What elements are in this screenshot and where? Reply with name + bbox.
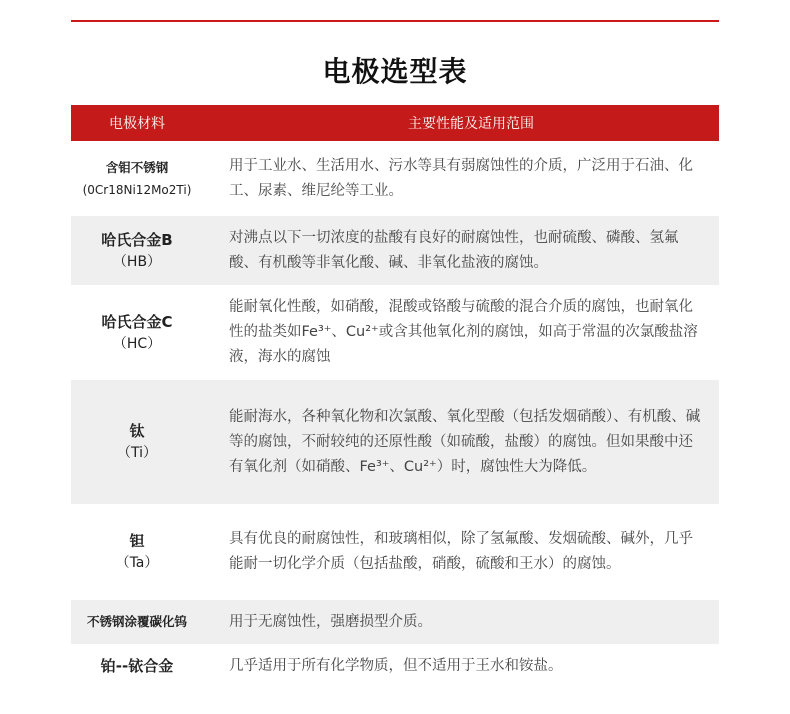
material-code: （HB） [112, 253, 162, 270]
table-row [71, 504, 719, 600]
material-name: 不锈钢涂覆碳化钨 [86, 614, 187, 629]
performance-cell: 能耐海水，各种氧化物和次氯酸、氧化型酸（包括发烟硝酸）、有机酸、碱等的腐蚀，不耐较纯的还原性酸（如硫酸，盐酸）的腐蚀。但如果酸中还有氧化剂（如硝酸、Fe³⁺、Cu²⁺）时，腐蚀性大为降低。 [229, 408, 701, 475]
material-cell [71, 285, 203, 380]
material-code: (0Cr18Ni12Mo2Ti) [82, 182, 192, 197]
table-header [71, 105, 719, 141]
material-cell [71, 216, 203, 285]
performance-cell: 能耐氧化性酸，如硝酸，混酸或铬酸与硫酸的混合介质的腐蚀，也耐氧化性的盐类如Fe³⁺、Cu²⁺或含其他氧化剂的腐蚀，如高于常温的次氯酸盐溶液，海水的腐蚀 [229, 299, 698, 365]
material-code: （HC） [112, 335, 162, 352]
material-name: 钛 [129, 422, 145, 440]
material-name: 哈氏合金B [101, 230, 173, 249]
material-cell [71, 600, 203, 644]
performance-cell: 用于工业水、生活用水、污水等具有弱腐蚀性的介质，广泛用于石油、化工、尿素、维尼纶等工业。 [229, 157, 693, 199]
table-row [71, 380, 719, 504]
table-row [71, 141, 719, 216]
material-cell [71, 380, 203, 504]
top-divider-line [71, 20, 719, 22]
header-material: 电极材料 [109, 116, 165, 132]
material-code: （Ti） [116, 445, 157, 461]
table-row [71, 600, 719, 644]
header-performance: 主要性能及适用范围 [408, 116, 534, 132]
performance-cell: 具有优良的耐腐蚀性，和玻璃相似，除了氢氟酸、发烟硫酸、碱外，几乎能耐一切化学介质（包括盐酸，硝酸，硫酸和王水）的腐蚀。 [229, 531, 693, 572]
table-row [71, 644, 719, 688]
material-name: 含钼不锈钢 [105, 159, 169, 175]
material-cell [71, 504, 203, 600]
material-cell [71, 141, 203, 216]
electrode-selection-table [71, 105, 719, 688]
table-row [71, 285, 719, 380]
performance-cell: 用于无腐蚀性，强磨损型介质。 [229, 613, 432, 630]
performance-cell: 几乎适用于所有化学物质，但不适用于王水和铵盐。 [229, 657, 563, 674]
material-name: 哈氏合金C [101, 312, 173, 331]
material-cell [71, 644, 203, 688]
material-code: （Ta） [115, 555, 159, 571]
material-name: 铂--铱合金 [100, 657, 174, 675]
table-row [71, 216, 719, 285]
material-name: 钽 [129, 532, 145, 550]
performance-cell: 对沸点以下一切浓度的盐酸有良好的耐腐蚀性，也耐硫酸、磷酸、氢氟酸、有机酸等非氧化酸、碱、非氧化盐液的腐蚀。 [229, 229, 679, 271]
page-title: 电极选型表 [322, 55, 468, 88]
